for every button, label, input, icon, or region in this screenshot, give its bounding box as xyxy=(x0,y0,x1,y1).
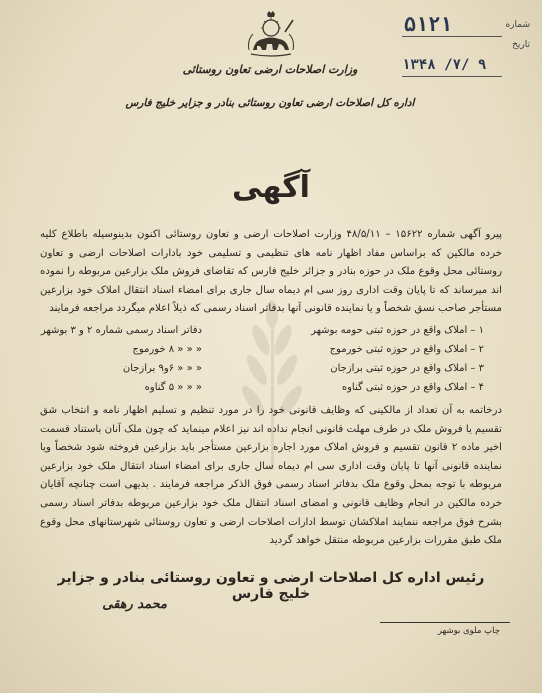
signatory-title: رئیس اداره کل اصلاحات ارضی و تعاون روستائی بنادر و جزایر خلیج فارس xyxy=(57,570,485,602)
list-item-region: ۲ – املاک واقع در حوزه ثبتی خورموج xyxy=(329,344,484,355)
list-item xyxy=(40,325,502,344)
reference-number: ۵۱۲۱ xyxy=(404,12,453,36)
reference-number-label: شماره xyxy=(505,20,530,30)
list-item-office: دفاتر اسناد رسمی شماره ۲ و ۳ بوشهر xyxy=(40,325,202,336)
list-item xyxy=(40,363,502,382)
announcement-paragraph-1: پیرو آگهی شماره ۱۵۶۲۲ – ۴۸/۵/۱۱ وزارت اصلاحات ارضی و تعاون روستائی اکنون بدینوسیله باطلاع کلیه خرده مالکین که براساس مفاد اظهار نامه های تنظیمی و تسلیمی خود بادارات اصلاحات ارضی و تعاون روستائی محل وقوع ملک در حوزه بنادر و جزائر خلیج فارس که تقاضای فروش ملک بزارعین مربوطه را نموده اند میرساند که تا پایان وقت اداری روز سی ام دیماه سال جاری برای امضاء اسناد انتقال املاک خود بزارعین مستأجر صاحب نسق شخصاً و یا نماینده قانونی آنها بدفاتر اسناد رسمی که ذیلاً اعلام میگردد مراجعه فرمایند xyxy=(40,229,502,315)
list-item-office: « « « ۶و۹ برازجان xyxy=(122,363,202,374)
office-heading: اداره کل اصلاحات ارضی تعاون روستائی بنادر و جزایر خلیج فارس xyxy=(125,97,415,109)
notary-offices-list xyxy=(40,325,502,401)
reference-date-underline xyxy=(402,76,502,77)
list-item-region: ۱ – املاک واقع در حوزه ثبتی حومه بوشهر xyxy=(311,325,484,336)
list-item xyxy=(40,382,502,401)
printer-divider xyxy=(380,622,510,623)
signatory-name: محمد رهقی xyxy=(102,597,167,612)
list-item-office: « « « ۸ خورموج xyxy=(132,344,202,355)
announcement-paragraph-2: درخاتمه به آن تعداد از مالکینی که وظایف قانونی خود را در مورد تنظیم و تسلیم اظهار نامه و انتخاب شق تقسیم یا فروش ملک در طرف مهلت قانونی انجام نداده اند نیز اعلام مینماید که چون ملک آنان باستناد قسمت اخیر ماده ۲ قانون تقسیم و فروش املاک مورد اجاره بزارعین مستأجر باید بزارعین فروخته شود شخصاً ویا نماینده قانونی آنها تا پایان وقت اداری سی ام دیماه سال جاری برای امضاء اسناد انتقال ملک خود بزارعین مربوطه با توجه بمحل وقوع ملک بدفاتر اسناد رسمی فوق الذکر مراجعه فرمایند . بدیهی است چنانچه آقایان خرده مالکین در انجام وظایف قانونی و امضای اسناد انتقال ملک خود بزارعین مربوطه بدفاتر اسناد رسمی بشرح فوق مراجعه ننمایند املاکشان توسط ادارات اصلاحات ارضی و تعاون روستائی شهرستانهای محل وقوع ملک طبق مقررات بزارعین مربوطه منتقل خواهد گردید xyxy=(40,405,502,547)
list-item xyxy=(40,344,502,363)
reference-date: ۱۳۴۸ /۷/ ۹ xyxy=(402,57,487,73)
list-item-region: ۴ – املاک واقع در حوزه ثبتی گناوه xyxy=(341,382,484,393)
ministry-heading: وزارت اصلاحات ارضی تعاون روستائی xyxy=(182,63,358,76)
list-item-office: « « « ۵ گناوه xyxy=(144,382,202,393)
lion-and-sun-emblem-icon xyxy=(245,10,297,58)
reference-block xyxy=(402,12,532,82)
printer-credit: چاپ ملوی بوشهر xyxy=(437,626,500,636)
list-item-region: ۳ – املاک واقع در حوزه ثبتی برازجان xyxy=(330,363,484,374)
announcement-title: آگهی xyxy=(232,170,310,205)
reference-number-underline xyxy=(402,36,502,37)
reference-date-label: تاریخ xyxy=(512,40,530,50)
